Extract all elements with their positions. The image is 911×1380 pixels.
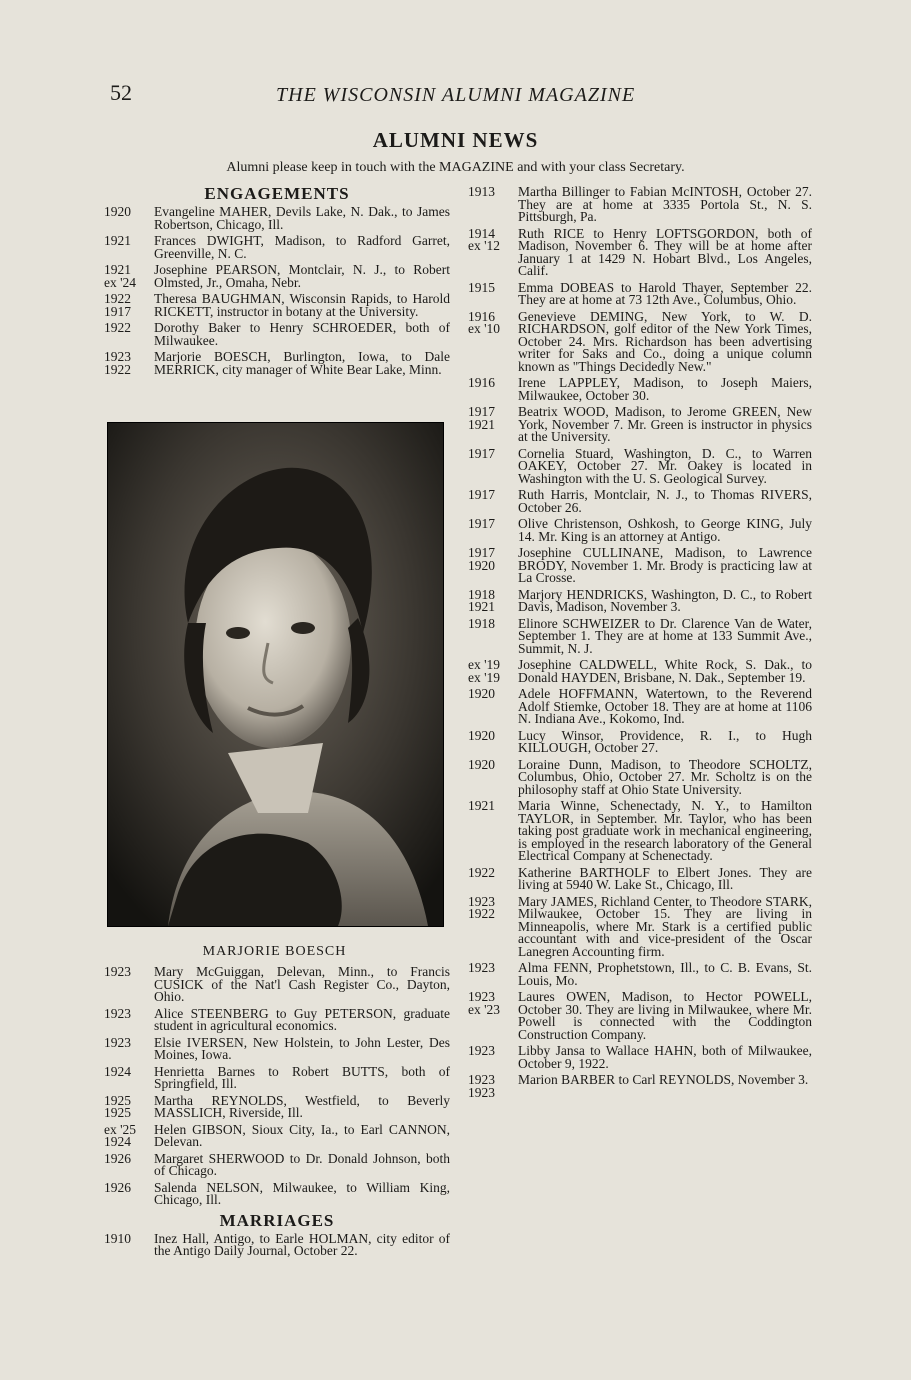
news-entry (104, 1092, 450, 1120)
class-years: 1923 (104, 1034, 131, 1050)
class-years: 1917 (468, 445, 495, 461)
class-years: 1922 1917 (104, 291, 131, 319)
entry-text: Frances DWIGHT, Madison, to Radford Garret, Greenville, N. C. (154, 233, 450, 261)
class-years: 1913 (468, 184, 495, 199)
entry-text: Theresa BAUGHMAN, Wisconsin Rapids, to Harold RICKETT, instructor in botany at the University. (154, 291, 450, 319)
entry-text: Josephine PEARSON, Montclair, N. J., to Robert Olmsted, Jr., Omaha, Nebr. (154, 262, 450, 290)
entry-text: Cornelia Stuard, Washington, D. C., to Warren OAKEY, October 27. Mr. Oakey is located in Washington with the U. S. Geological Survey. (518, 445, 812, 486)
class-years: 1922 (468, 864, 495, 880)
class-years: 1917 1921 (468, 404, 495, 432)
entry-text: Josephine CULLINANE, Madison, to Lawrence BRODY, November 1. Mr. Brody is practicing law at La Crosse. (518, 545, 812, 585)
news-entry (468, 547, 812, 585)
entry-text: Irene LAPPLEY, Madison, to Joseph Maiers, Milwaukee, October 30. (518, 375, 812, 403)
news-entry (104, 1034, 450, 1062)
news-entry (468, 377, 812, 402)
entry-text: Katherine BARTHOLF to Elbert Jones. They are living at 5940 W. Lake St., Chicago, Ill. (518, 864, 812, 892)
class-years: 1923 (468, 1043, 495, 1058)
class-years: ex '25 1924 (104, 1121, 137, 1149)
class-years: 1921 (104, 233, 131, 248)
news-entry (104, 322, 450, 347)
news-entry (104, 351, 450, 376)
class-years: 1923 (468, 960, 495, 975)
engagements-continued-list (104, 966, 450, 1207)
news-entry (468, 864, 812, 892)
class-years: 1921 ex '24 (104, 262, 137, 290)
news-entry (104, 1063, 450, 1091)
class-years: 1923 (104, 964, 131, 979)
class-years: 1918 (468, 615, 495, 631)
news-entry (468, 893, 812, 959)
news-entry (104, 1179, 450, 1207)
class-years: 1926 (104, 1179, 131, 1195)
news-entry (104, 1150, 450, 1178)
entry-text: Alice STEENBERG to Guy PETERSON, graduate student in agricultural economics. (154, 1005, 450, 1033)
engagements-list (104, 206, 450, 376)
class-years: 1917 (468, 516, 495, 531)
news-entry (468, 659, 812, 684)
entry-text: Henrietta Barnes to Robert BUTTS, both of Springfield, Ill. (154, 1063, 450, 1091)
class-years: 1910 (104, 1230, 131, 1246)
news-entry (468, 518, 812, 543)
entry-text: Alma FENN, Prophetstown, Ill., to C. B. Evans, St. Louis, Mo. (518, 960, 812, 988)
entry-text: Ruth Harris, Montclair, N. J., to Thomas RIVERS, October 26. (518, 487, 812, 515)
section-title: ALUMNI NEWS (372, 128, 539, 152)
entry-text: Martha Billinger to Fabian McINTOSH, October 27. They are at home at 3335 Portola St., N. S. Pittsburgh, Pa. (518, 184, 812, 224)
section-subtitle: Alumni please keep in touch with the MAGAZINE and with your class Secretary. (226, 160, 685, 175)
engagements-column-top (104, 184, 450, 380)
news-entry (104, 1230, 450, 1258)
news-entry (468, 279, 812, 307)
entry-text: Adele HOFFMANN, Watertown, to the Reverend Adolf Stiemke, October 18. They are at home at 1106 N. Indiana Ave., Kokomo, Ind. (518, 686, 812, 726)
news-entry (104, 1121, 450, 1149)
entry-text: Elsie IVERSEN, New Holstein, to John Lester, Des Moines, Iowa. (154, 1034, 450, 1062)
news-entry (104, 206, 450, 231)
news-entry (104, 235, 450, 260)
news-entry (104, 264, 450, 289)
class-years: 1923 1922 (468, 893, 495, 921)
entry-text: Martha REYNOLDS, Westfield, to Beverly MASSLICH, Riverside, Ill. (154, 1092, 450, 1120)
class-years: 1918 1921 (468, 586, 495, 614)
class-years: 1920 (468, 686, 495, 701)
entry-text: Lucy Winsor, Providence, R. I., to Hugh KILLOUGH, October 27. (518, 727, 812, 755)
news-entry (468, 489, 812, 514)
class-years: 1923 (104, 1005, 131, 1021)
entry-text: Elinore SCHWEIZER to Dr. Clarence Van de Water, September 1. They are at home at 133 Summit Ave., Summit, N. J. (518, 615, 812, 656)
portrait-photo (107, 422, 444, 927)
entry-text: Olive Christenson, Oshkosh, to George KING, July 14. Mr. King is an attorney at Antigo. (518, 516, 812, 544)
news-entry (104, 966, 450, 1004)
class-years: 1924 (104, 1063, 131, 1079)
class-years: 1916 (468, 375, 495, 390)
class-years: 1917 1920 (468, 545, 495, 573)
news-entry (468, 186, 812, 224)
entry-text: Marjory HENDRICKS, Washington, D. C., to Robert Davis, Madison, November 3. (518, 586, 812, 614)
news-entry (468, 225, 812, 278)
class-years: 1922 (104, 320, 131, 335)
entry-text: Salenda NELSON, Milwaukee, to William King, Chicago, Ill. (154, 1179, 450, 1207)
entry-text: Marion BARBER to Carl REYNOLDS, November 3. (518, 1072, 809, 1087)
marriages-column-right (468, 186, 812, 1103)
class-years: 1925 1925 (104, 1092, 131, 1120)
class-years: 1920 (468, 727, 495, 743)
marriages-heading: MARRIAGES (219, 1210, 335, 1230)
magazine-title: THE WISCONSIN ALUMNI MAGAZINE (276, 84, 636, 106)
entry-text: Inez Hall, Antigo, to Earle HOLMAN, city editor of the Antigo Daily Journal, October 22. (154, 1230, 450, 1258)
photo-caption: MARJORIE BOESCH (202, 944, 347, 959)
news-entry (468, 406, 812, 444)
portrait-image (108, 423, 443, 926)
class-years: 1921 (468, 798, 495, 813)
entry-text: Maria Winne, Schenectady, N. Y., to Hamilton TAYLOR, in September. Mr. Taylor, who has been taking post graduate work in mechanical engineering, is employed in the research laboratory of the General Electrical Company at Schenectady. (518, 798, 812, 863)
engagements-heading: ENGAGEMENTS (204, 184, 350, 203)
entry-text: Marjorie BOESCH, Burlington, Iowa, to Dale MERRICK, city manager of White Bear Lake, Minn. (154, 349, 450, 377)
entry-text: Josephine CALDWELL, White Rock, S. Dak., to Donald HAYDEN, Brisbane, N. Dak., September 19. (518, 657, 812, 685)
entry-text: Libby Jansa to Wallace HAHN, both of Milwaukee, October 9, 1922. (518, 1043, 812, 1071)
class-years: 1926 (104, 1150, 131, 1166)
class-years: 1923 1923 (468, 1072, 495, 1100)
news-entry (468, 445, 812, 486)
news-entry (468, 586, 812, 614)
news-entry (468, 308, 812, 374)
class-years: 1917 (468, 487, 495, 502)
news-entry (468, 800, 812, 863)
entry-text: Dorothy Baker to Henry SCHROEDER, both of Milwaukee. (154, 320, 450, 348)
news-entry (468, 727, 812, 755)
entry-text: Laures OWEN, Madison, to Hector POWELL, October 30. They are living in Milwaukee, where Mr. Powell is connected with the Coddington Construction Company. (518, 989, 812, 1042)
news-entry (468, 1074, 812, 1099)
news-entry (468, 962, 812, 987)
class-years: 1914 ex '12 (468, 225, 501, 253)
page-number: 52 (110, 80, 132, 105)
class-years: 1923 ex '23 (468, 989, 501, 1017)
class-years: 1916 ex '10 (468, 308, 501, 336)
news-entry (468, 991, 812, 1041)
entry-text: Mary McGuiggan, Delevan, Minn., to Francis CUSICK of the Nat'l Cash Register Co., Dayton, Ohio. (154, 964, 450, 1004)
class-years: ex '19 ex '19 (468, 657, 501, 685)
news-entry (468, 1045, 812, 1070)
engagements-column-bottom (104, 966, 450, 1262)
class-years: 1920 (104, 204, 131, 219)
news-entry (468, 688, 812, 726)
marriages-left-list (104, 1230, 450, 1258)
news-entry (468, 756, 812, 797)
news-entry (468, 615, 812, 656)
entry-text: Helen GIBSON, Sioux City, Ia., to Earl CANNON, Delevan. (154, 1121, 450, 1149)
entry-text: Beatrix WOOD, Madison, to Jerome GREEN, New York, November 7. Mr. Green is instructor in physics at the University. (518, 404, 812, 444)
entry-text: Ruth RICE to Henry LOFTSGORDON, both of Madison, November 6. They will be at home after January 1 at 1429 N. Hobart Blvd., Los Angeles, Calif. (518, 225, 812, 278)
class-years: 1923 1922 (104, 349, 131, 377)
entry-text: Evangeline MAHER, Devils Lake, N. Dak., to James Robertson, Chicago, Ill. (154, 204, 450, 232)
news-entry (104, 293, 450, 318)
class-years: 1920 (468, 756, 495, 772)
entry-text: Mary JAMES, Richland Center, to Theodore STARK, Milwaukee, October 15. They are living in Minneapolis, where Mr. Stark is a certified public accountant with and vice-president of the Oscar Lanegren Accounting firm. (518, 893, 812, 959)
entry-text: Emma DOBEAS to Harold Thayer, September 22. They are at home at 73 12th Ave., Columbus, Ohio. (518, 279, 812, 307)
entry-text: Loraine Dunn, Madison, to Theodore SCHOLTZ, Columbus, Ohio, October 27. Mr. Scholtz is on the philosophy staff at Ohio State University. (518, 756, 812, 797)
entry-text: Margaret SHERWOOD to Dr. Donald Johnson, both of Chicago. (154, 1150, 450, 1178)
class-years: 1915 (468, 279, 495, 295)
entry-text: Genevieve DEMING, New York, to W. D. RICHARDSON, golf editor of the New York Times, October 24. Mrs. Richardson has been advertising writer for Saks and Co., doing a unique column known as "Things Decidedly New." (518, 308, 812, 374)
marriages-right-list (468, 186, 812, 1099)
news-entry (104, 1005, 450, 1033)
